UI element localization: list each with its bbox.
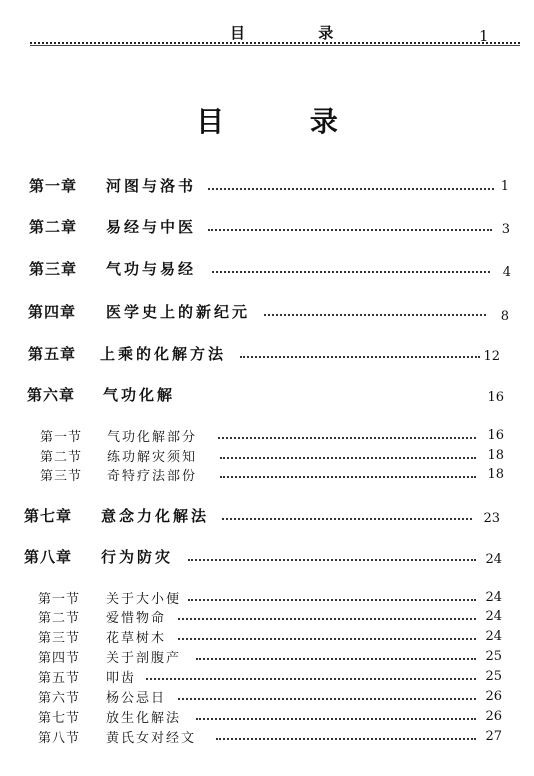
section-title: 黄氏女对经文 (106, 731, 197, 746)
section-number: 第一节 (40, 430, 83, 445)
section-number: 第二节 (38, 611, 81, 626)
section-number: 第八节 (38, 731, 81, 746)
leader-dots (196, 658, 476, 660)
section-number: 第二节 (40, 450, 83, 465)
chapter-title: 气功与易经 (106, 260, 197, 278)
chapter-number: 第一章 (29, 177, 78, 195)
chapter-page: 12 (483, 349, 500, 364)
section-number: 第七节 (38, 711, 81, 726)
chapter-title: 河图与洛书 (106, 177, 197, 195)
chapter-page: 1 (500, 179, 509, 194)
running-head-dotted-rule (30, 42, 520, 44)
toc-chapter-4[interactable] (0, 301, 534, 323)
leader-dots (220, 476, 476, 478)
toc-chapter-1[interactable] (0, 175, 534, 197)
toc-section[interactable] (0, 707, 534, 729)
section-title: 关于大小便 (106, 592, 182, 607)
chapter-title: 易经与中医 (106, 218, 197, 236)
section-page: 24 (485, 590, 502, 605)
section-title: 花草树木 (106, 631, 167, 646)
chapter-number: 第二章 (29, 218, 78, 236)
toc-section[interactable] (0, 687, 534, 709)
section-title: 关于剖腹产 (106, 651, 182, 666)
section-page: 18 (487, 467, 504, 482)
chapter-number: 第三章 (29, 260, 78, 278)
leader-dots (188, 599, 476, 601)
chapter-page: 3 (501, 222, 510, 237)
leader-dots (178, 698, 476, 700)
section-page: 24 (485, 629, 502, 644)
chapter-number: 第七章 (24, 507, 73, 525)
toc-section[interactable] (0, 667, 534, 689)
running-head-title: 目 录 (230, 24, 368, 42)
section-title: 气功化解部分 (107, 430, 198, 445)
section-page: 25 (485, 649, 502, 664)
chapter-title: 上乘的化解方法 (100, 345, 227, 363)
chapter-page: 8 (500, 309, 509, 324)
chapter-page: 4 (502, 265, 511, 280)
toc-section[interactable] (0, 465, 534, 487)
section-page: 16 (487, 428, 504, 443)
toc-section[interactable] (0, 647, 534, 669)
section-number: 第六节 (38, 691, 81, 706)
leader-dots (264, 314, 486, 316)
chapter-title: 医学史上的新纪元 (106, 303, 251, 321)
section-number: 第三节 (38, 631, 81, 646)
section-title: 放生化解法 (106, 711, 182, 726)
section-title: 练功解灾须知 (107, 450, 198, 465)
leader-dots (196, 718, 476, 720)
chapter-number: 第八章 (24, 548, 73, 566)
leader-dots (218, 437, 476, 439)
chapter-page: 24 (485, 552, 502, 567)
running-head (0, 0, 534, 50)
chapter-number: 第六章 (27, 386, 76, 404)
running-head-rule (30, 45, 520, 46)
toc-section[interactable] (0, 727, 534, 749)
leader-dots (146, 678, 476, 680)
page-title: 目 录 (196, 105, 376, 138)
toc-chapter-3[interactable] (0, 258, 534, 280)
section-title: 叩齿 (106, 671, 137, 686)
running-head-page-number: 1 (479, 27, 489, 45)
section-page: 25 (485, 669, 502, 684)
section-title: 爱惜物命 (106, 611, 167, 626)
leader-dots (178, 618, 476, 620)
leader-dots (208, 188, 494, 190)
leader-dots (220, 457, 476, 459)
toc-section[interactable] (0, 426, 534, 448)
section-number: 第一节 (38, 592, 81, 607)
section-title: 奇特疗法部份 (107, 469, 198, 484)
leader-dots (188, 559, 476, 561)
section-page: 24 (485, 609, 502, 624)
chapter-title: 意念力化解法 (101, 507, 210, 525)
section-page: 18 (487, 448, 504, 463)
toc-chapter-6[interactable] (0, 384, 534, 406)
section-page: 27 (485, 729, 502, 744)
chapter-title: 气功化解 (103, 386, 176, 404)
toc-chapter-2[interactable] (0, 216, 534, 238)
chapter-title: 行为防灾 (101, 548, 174, 566)
section-number: 第三节 (40, 469, 83, 484)
section-number: 第五节 (38, 671, 81, 686)
leader-dots (216, 738, 476, 740)
toc-chapter-7[interactable] (0, 505, 534, 527)
chapter-page: 16 (487, 390, 504, 405)
leader-dots (208, 229, 492, 231)
section-title: 杨公忌日 (106, 691, 167, 706)
chapter-number: 第五章 (28, 345, 77, 363)
leader-dots (240, 356, 480, 358)
toc-section[interactable] (0, 627, 534, 649)
leader-dots (178, 638, 476, 640)
section-page: 26 (485, 709, 502, 724)
leader-dots (222, 518, 472, 520)
chapter-number: 第四章 (28, 303, 77, 321)
toc-chapter-8[interactable] (0, 546, 534, 568)
leader-dots (212, 271, 490, 273)
chapter-page: 23 (483, 511, 500, 526)
section-page: 26 (485, 689, 502, 704)
toc-chapter-5[interactable] (0, 343, 534, 365)
toc-section[interactable] (0, 607, 534, 629)
section-number: 第四节 (38, 651, 81, 666)
